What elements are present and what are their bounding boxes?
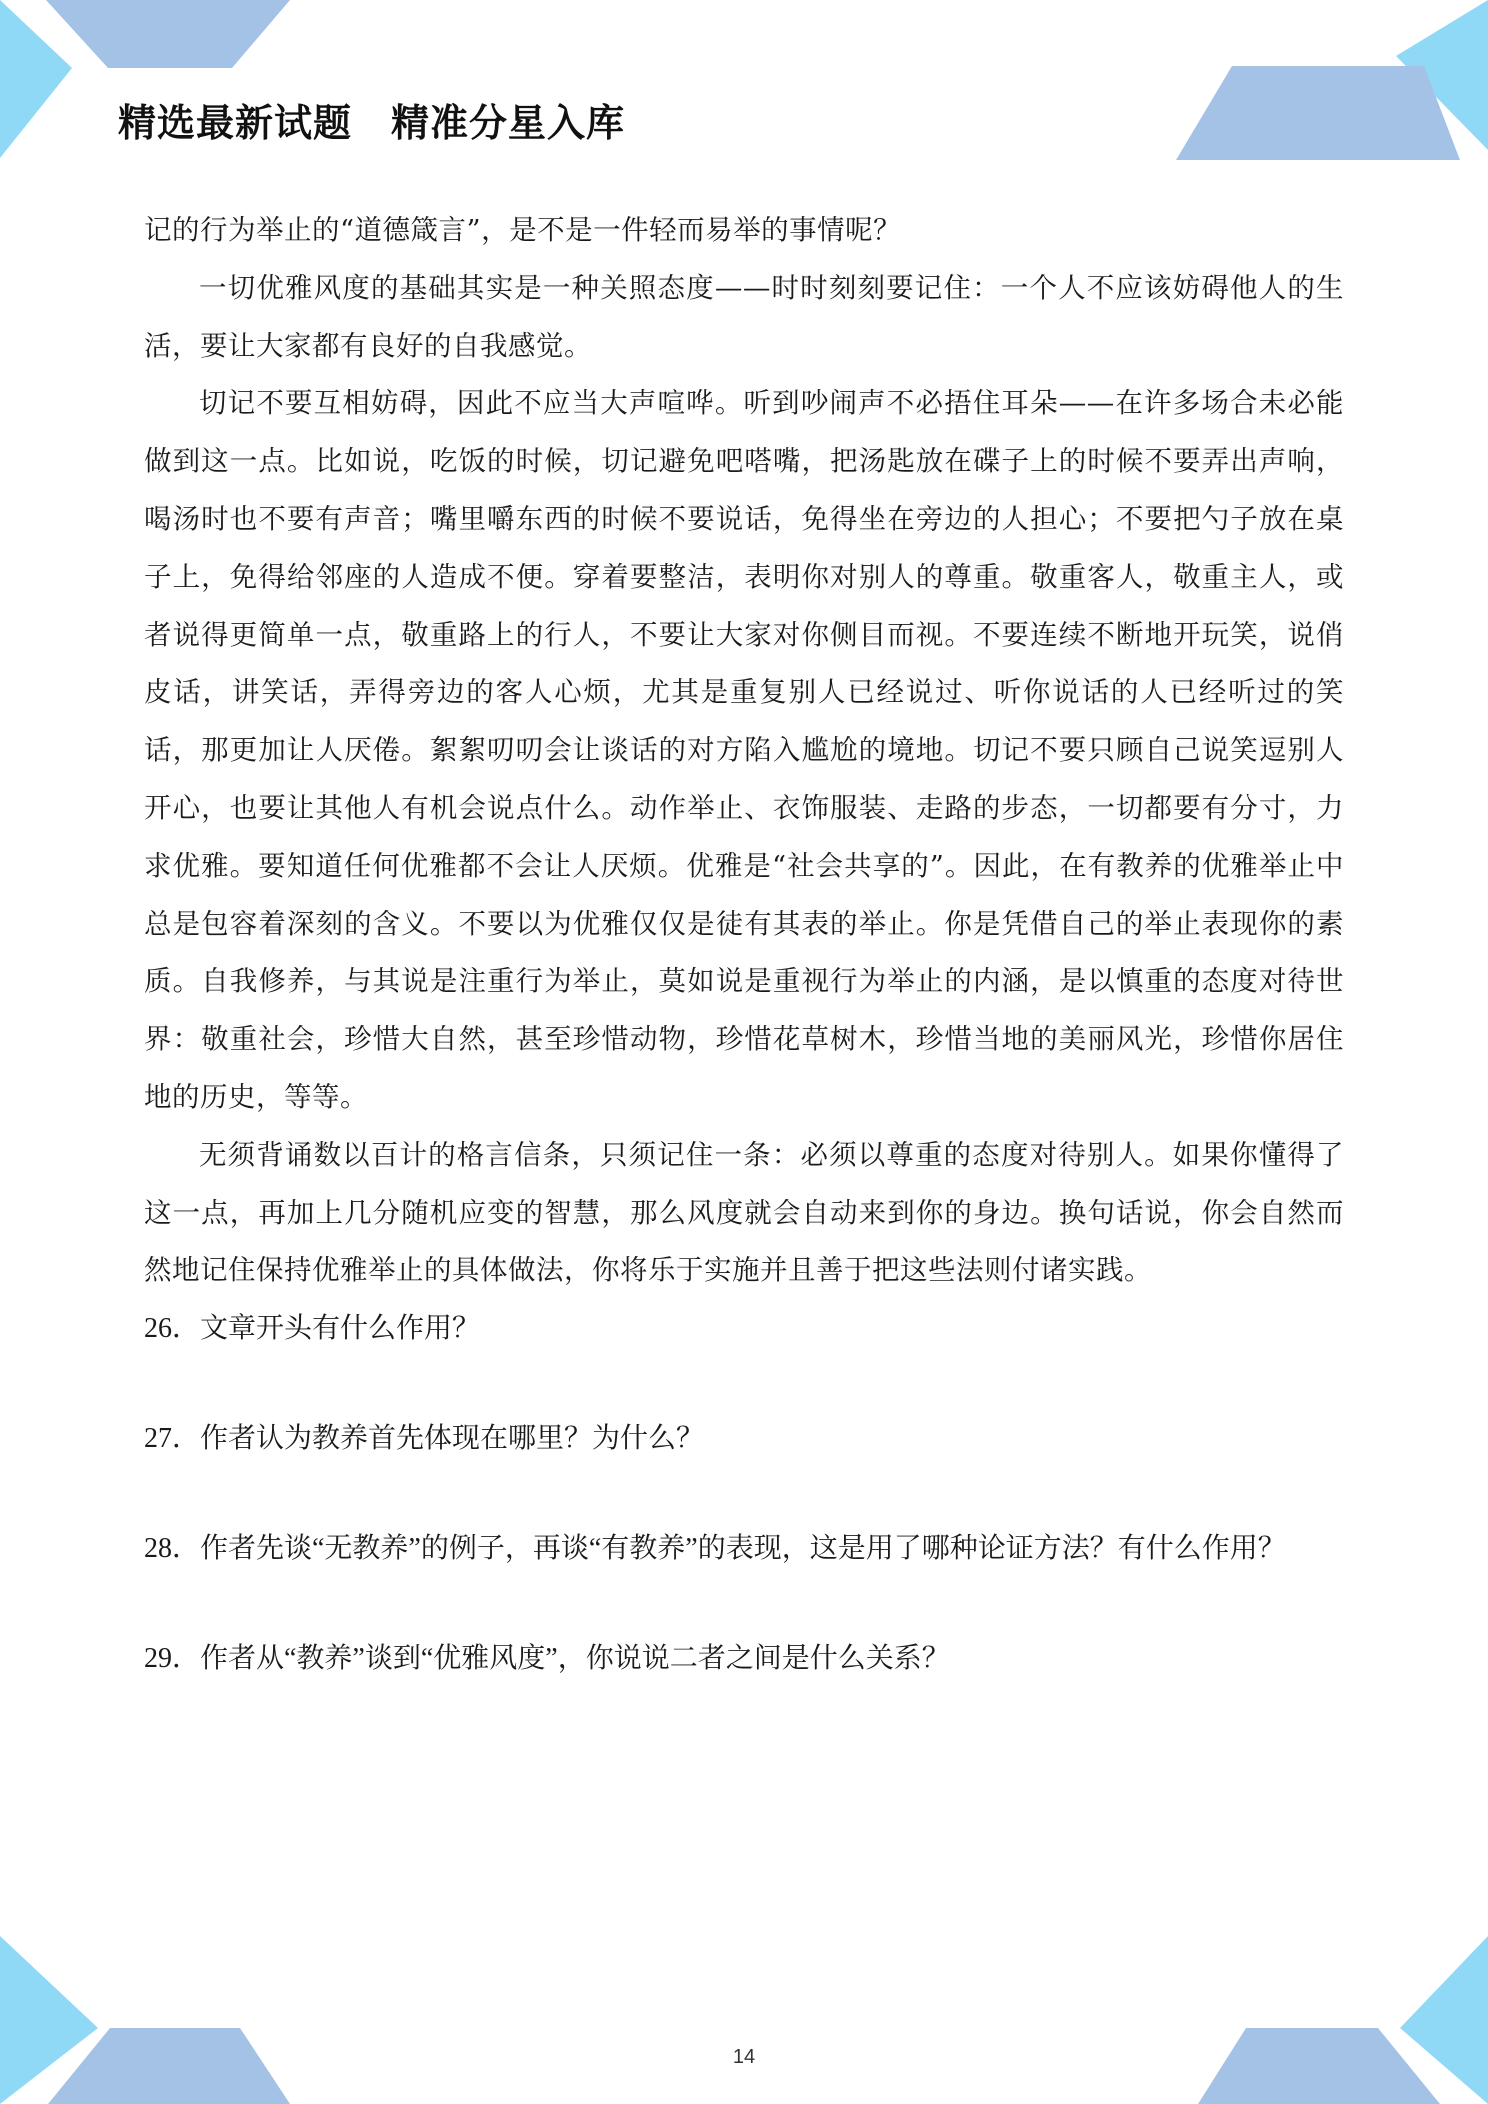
top-left-triangle xyxy=(0,0,72,158)
question-29: 29．作者从“教养”谈到“优雅风度”，你说说二者之间是什么关系？ xyxy=(144,1643,950,1675)
top-left-trapezoid xyxy=(46,0,290,68)
question-28: 28．作者先谈“无教养”的例子，再谈“有教养”的表现，这是用了哪种论证方法？有什么作用？ xyxy=(144,1533,1286,1565)
question-27: 27．作者认为教养首先体现在哪里？为什么？ xyxy=(144,1423,705,1455)
page-number: 14 xyxy=(732,2046,756,2068)
paragraph: 一切优雅风度的基础其实是一种关照态度——时时刻刻要记住：一个人不应该妨碍他人的生活，要让大家都有良好的自我感觉。 xyxy=(144,271,1344,362)
paragraph: 无须背诵数以百计的格言信条，只须记住一条：必须以尊重的态度对待别人。如果你懂得了这一点，再加上几分随机应变的智慧，那么风度就会自动来到你的身边。换句话说，你会自然而然地记住保持优雅举止的具体做法，你将乐于实施并且善于把这些法则付诸实践。 xyxy=(144,1138,1344,1287)
paragraph: 切记不要互相妨碍，因此不应当大声喧哗。听到吵闹声不必捂住耳朵——在许多场合未必能做到这一点。比如说，吃饭的时候，切记避免吧嗒嘴，把汤匙放在碟子上的时候不要弄出声响，喝汤时也不要有声音；嘴里嚼东西的时候不要说话，免得坐在旁边的人担心；不要把勺子放在桌子上，免得给邻座的人造成不便。穿着要整洁，表明你对别人的尊重。敬重客人，敬重主人，或者说得更简单一点，敬重路上的行人，不要让大家对你侧目而视。不要连续不断地开玩笑，说俏皮话，讲笑话，弄得旁边的客人心烦，尤其是重复别人已经说过、听你说话的人已经听过的笑话，那更加让人厌倦。絮絮叨叨会让谈话的对方陷入尴尬的境地。切记不要只顾自己说笑逗别人开心，也要让其他人有机会说点什么。动作举止、衣饰服装、走路的步态，一切都要有分寸，力求优雅。要知道任何优雅都不会让人厌烦。优雅是“社会共享的”。因此，在有教养的优雅举止中总是包容着深刻的含义。不要以为优雅仅仅是徒有其表的举止。你是凭借自己的举止表现你的素质。自我修养，与其说是注重行为举止，莫如说是重视行为举止的内涵，是以慎重的态度对待世界：敬重社会，珍惜大自然，甚至珍惜动物，珍惜花草树木，珍惜当地的美丽风光，珍惜你居住地的历史，等等。 xyxy=(144,387,1344,1113)
question-26: 26．文章开头有什么作用？ xyxy=(144,1313,481,1345)
article-body xyxy=(144,202,1344,1688)
paragraph: 记的行为举止的“道德箴言”，是不是一件轻而易举的事情呢？ xyxy=(144,214,902,246)
header-title: 精选最新试题 精准分星入库 xyxy=(118,101,626,145)
top-right-trapezoid xyxy=(1176,66,1460,160)
